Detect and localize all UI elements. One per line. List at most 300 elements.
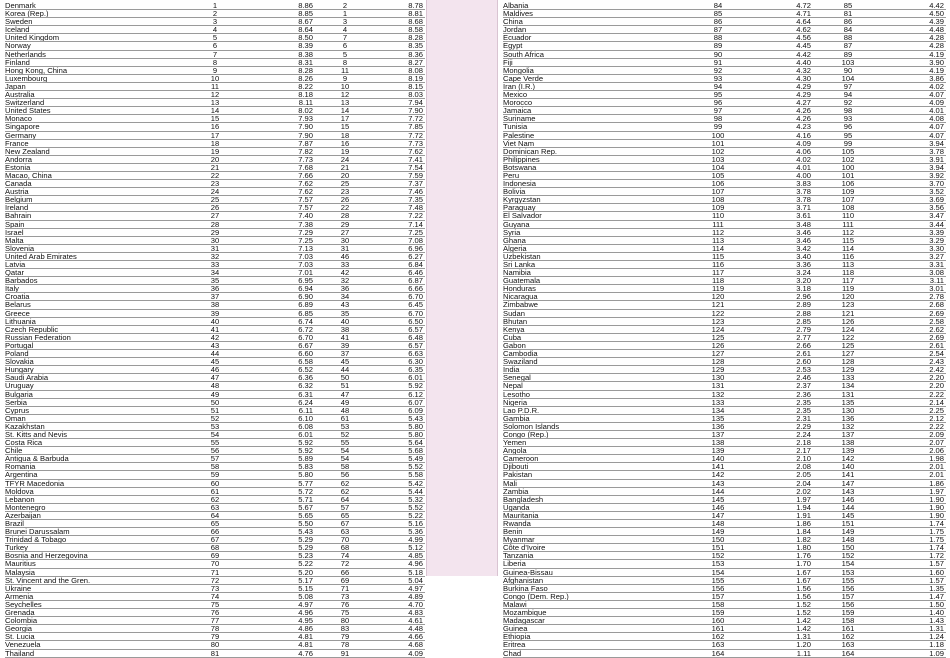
score-current: 2.35	[796, 405, 811, 415]
rank-previous: 70	[340, 535, 350, 545]
rank-current: 30	[210, 235, 220, 245]
rank-previous: 31	[340, 243, 350, 253]
country-name: Mali	[503, 479, 517, 487]
score-current: 7.25	[298, 235, 313, 245]
score-current: 5.43	[298, 527, 313, 537]
table-row	[503, 180, 946, 188]
country-name: Colombia	[5, 617, 38, 625]
rank-current: 33	[210, 260, 220, 269]
table-row	[5, 609, 425, 617]
rank-current: 25	[210, 195, 220, 205]
rank-current: 55	[210, 438, 220, 448]
score-current: 2.18	[796, 438, 811, 448]
country-name: Paraguay	[503, 204, 536, 212]
country-name: Armenia	[5, 592, 34, 600]
country-name: Ecuador	[503, 34, 532, 42]
score-previous: 5.92	[408, 381, 423, 391]
score-current: 8.28	[298, 65, 313, 75]
country-name: Ethiopia	[503, 633, 531, 641]
score-previous: 3.70	[929, 179, 944, 189]
country-name: Solomon Islands	[503, 422, 560, 430]
rank-current: 72	[210, 575, 220, 585]
score-previous: 7.37	[408, 179, 423, 189]
score-current: 2.79	[796, 324, 811, 334]
rank-current: 22	[210, 170, 220, 180]
score-current: 5.65	[298, 510, 313, 520]
score-current: 5.29	[298, 535, 313, 545]
table-row	[5, 585, 425, 593]
score-current: 2.31	[796, 413, 811, 423]
rank-previous: 79	[340, 632, 350, 642]
rank-current: 51	[210, 405, 220, 415]
country-name: China	[503, 18, 523, 26]
rank-current: 94	[713, 81, 723, 91]
country-name: Kyrgyzstan	[503, 196, 541, 204]
score-previous: 6.84	[408, 260, 423, 269]
country-name: Seychelles	[5, 600, 42, 609]
score-current: 6.95	[298, 276, 313, 286]
rank-previous: 139	[841, 446, 855, 456]
rank-current: 20	[210, 154, 220, 164]
score-current: 2.02	[796, 486, 811, 496]
country-name: Brunei Darussalam	[5, 528, 70, 536]
rank-previous: 164	[841, 648, 855, 658]
score-current: 3.71	[796, 203, 811, 213]
country-name: Yemen	[503, 439, 527, 447]
country-name: Bolivia	[503, 188, 526, 196]
rank-current: 116	[711, 260, 725, 269]
rank-previous: 28	[340, 211, 350, 221]
rank-previous: 38	[340, 324, 350, 334]
table-row	[503, 399, 946, 407]
score-current: 1.97	[796, 494, 811, 504]
country-name: Spain	[5, 220, 25, 228]
rank-current: 66	[210, 527, 220, 537]
rank-current: 76	[210, 608, 220, 618]
country-name: Cape Verde	[503, 74, 544, 82]
country-name: Iceland	[5, 26, 30, 34]
rank-current: 161	[711, 624, 725, 634]
rank-current: 74	[210, 591, 220, 601]
country-name: Latvia	[5, 261, 26, 269]
country-name: Lesotho	[503, 390, 531, 398]
country-name: Switzerland	[5, 99, 45, 107]
table-row	[503, 544, 946, 552]
table-row	[503, 342, 946, 350]
table-row	[503, 431, 946, 439]
rank-current: 49	[210, 389, 220, 399]
score-current: 4.16	[796, 130, 811, 140]
country-name: Austria	[5, 188, 29, 196]
rank-current: 69	[210, 551, 220, 561]
rank-previous: 151	[841, 519, 855, 528]
rank-previous: 62	[340, 486, 350, 496]
score-previous: 8.81	[408, 9, 423, 19]
score-previous: 2.14	[929, 397, 944, 407]
rank-current: 89	[713, 41, 723, 51]
rank-previous: 53	[340, 421, 350, 431]
score-previous: 7.22	[408, 211, 423, 221]
score-previous: 5.42	[408, 478, 423, 488]
score-previous: 6.63	[408, 349, 423, 359]
score-previous: 7.94	[408, 98, 423, 108]
country-name: Tunisia	[503, 123, 528, 131]
rank-current: 38	[210, 300, 220, 310]
rank-current: 13	[210, 98, 220, 108]
score-previous: 7.85	[408, 122, 423, 132]
rank-current: 65	[210, 519, 220, 528]
country-name: Netherlands	[5, 50, 46, 58]
score-current: 3.83	[796, 179, 811, 189]
score-previous: 5.64	[408, 438, 423, 448]
rank-current: 95	[713, 90, 723, 100]
rank-previous: 74	[340, 551, 350, 561]
score-previous: 6.66	[408, 284, 423, 294]
score-current: 2.24	[796, 429, 811, 439]
score-previous: 6.30	[408, 357, 423, 367]
score-previous: 3.94	[929, 138, 944, 148]
rank-current: 8	[212, 57, 218, 67]
score-current: 5.92	[298, 446, 313, 456]
rank-previous: 65	[340, 510, 350, 520]
rank-current: 151	[711, 543, 725, 553]
rank-previous: 51	[340, 381, 350, 391]
score-current: 5.83	[298, 462, 313, 472]
rank-previous: 49	[340, 397, 350, 407]
table-row	[5, 617, 425, 625]
rank-current: 104	[711, 162, 725, 172]
country-name: Andorra	[5, 155, 33, 163]
rank-current: 111	[712, 219, 724, 229]
country-name: Bulgaria	[5, 390, 33, 398]
rank-current: 114	[711, 243, 725, 253]
rank-previous: 32	[340, 276, 350, 286]
table-row	[503, 633, 946, 641]
score-current: 3.78	[796, 187, 811, 197]
rank-previous: 110	[841, 211, 855, 221]
country-name: Oman	[5, 414, 26, 422]
table-row	[503, 374, 946, 382]
table-row	[503, 18, 946, 26]
table-row	[5, 601, 425, 609]
rank-current: 127	[711, 349, 725, 359]
rank-current: 143	[711, 478, 725, 488]
country-name: Ghana	[503, 236, 526, 244]
score-current: 1.52	[796, 608, 811, 618]
rank-previous: 62	[340, 478, 350, 488]
score-previous: 1.72	[929, 551, 944, 561]
score-previous: 3.11	[929, 276, 944, 286]
score-previous: 6.57	[408, 324, 423, 334]
score-current: 2.37	[796, 381, 811, 391]
rank-current: 162	[711, 632, 725, 642]
country-name: Russian Federation	[5, 333, 71, 341]
score-current: 1.76	[796, 551, 811, 561]
rank-current: 62	[210, 494, 220, 504]
rank-current: 11	[211, 81, 219, 91]
score-previous: 1.31	[929, 624, 944, 634]
score-previous: 3.39	[929, 227, 944, 237]
score-current: 1.31	[796, 632, 811, 642]
score-current: 1.11	[796, 648, 811, 658]
score-current: 6.74	[298, 316, 313, 326]
score-previous: 4.48	[929, 25, 944, 35]
rank-previous: 5	[342, 49, 348, 59]
rank-previous: 116	[841, 251, 855, 261]
rank-previous: 154	[841, 559, 855, 569]
country-name: Myanmar	[503, 536, 535, 544]
country-name: Cameroon	[503, 455, 539, 463]
score-previous: 5.43	[408, 413, 423, 423]
score-previous: 4.97	[408, 583, 423, 593]
score-current: 4.30	[796, 73, 811, 83]
score-previous: 2.07	[929, 438, 944, 448]
table-row	[503, 366, 946, 374]
country-name: Sri Lanka	[503, 261, 536, 269]
country-name: Nicaragua	[503, 293, 538, 301]
score-previous: 7.73	[408, 138, 423, 148]
country-name: Saudi Arabia	[5, 374, 49, 382]
rank-current: 75	[210, 599, 220, 609]
score-previous: 7.59	[408, 170, 423, 180]
rank-current: 46	[210, 365, 220, 375]
score-previous: 8.78	[408, 2, 423, 10]
rank-current: 79	[210, 632, 220, 642]
score-previous: 2.68	[929, 300, 944, 310]
score-previous: 8.03	[408, 90, 423, 100]
rank-previous: 140	[841, 462, 855, 472]
score-previous: 5.22	[408, 510, 423, 520]
rank-previous: 162	[841, 632, 855, 642]
rank-current: 135	[711, 413, 725, 423]
score-current: 8.26	[298, 73, 313, 83]
table-row	[503, 229, 946, 237]
score-previous: 5.12	[408, 543, 423, 553]
table-row	[503, 569, 946, 577]
rank-previous: 94	[843, 90, 853, 100]
country-name: Monaco	[5, 115, 33, 123]
score-current: 7.40	[298, 211, 313, 221]
score-previous: 2.69	[929, 308, 944, 318]
table-row	[503, 269, 946, 277]
country-name: Mozambique	[503, 609, 547, 617]
rank-previous: 66	[340, 567, 350, 577]
table-row	[503, 253, 946, 261]
rank-previous: 22	[340, 203, 350, 213]
table-row	[503, 407, 946, 415]
table-row	[503, 471, 946, 479]
score-previous: 4.50	[929, 9, 944, 19]
score-previous: 3.90	[929, 57, 944, 67]
country-name: Moldova	[5, 487, 34, 495]
rank-current: 98	[713, 114, 723, 124]
rank-previous: 17	[340, 114, 350, 124]
country-name: Korea (Rep.)	[5, 10, 49, 18]
rank-current: 133	[711, 397, 725, 407]
rank-current: 99	[713, 122, 723, 132]
score-current: 4.23	[796, 122, 811, 132]
score-current: 5.89	[298, 454, 313, 464]
score-current: 4.96	[298, 608, 313, 618]
table-row	[503, 99, 946, 107]
score-previous: 4.68	[408, 640, 423, 650]
country-name: South Africa	[503, 50, 544, 58]
country-name: Malaysia	[5, 568, 35, 576]
rank-current: 139	[711, 446, 725, 456]
rank-previous: 58	[340, 462, 350, 472]
rank-current: 24	[210, 187, 220, 197]
score-previous: 6.12	[408, 389, 423, 399]
score-previous: 4.01	[929, 106, 944, 116]
rank-previous: 96	[843, 122, 853, 132]
score-current: 7.62	[298, 187, 313, 197]
country-name: St. Kitts and Nevis	[5, 430, 68, 439]
rank-current: 115	[711, 251, 725, 261]
score-previous: 1.90	[929, 510, 944, 520]
rank-previous: 44	[340, 365, 350, 375]
table-row	[503, 221, 946, 229]
score-previous: 6.09	[408, 405, 423, 415]
table-row	[503, 148, 946, 156]
country-name: Germany	[5, 131, 37, 139]
score-current: 6.01	[298, 429, 313, 439]
rank-previous: 29	[340, 219, 350, 229]
rank-previous: 15	[340, 122, 350, 132]
country-name: Albania	[503, 2, 529, 10]
rank-previous: 113	[841, 260, 855, 269]
rank-previous: 105	[841, 146, 855, 156]
rank-current: 12	[210, 90, 220, 100]
score-current: 4.32	[796, 65, 811, 75]
country-name: France	[5, 139, 29, 147]
score-previous: 2.20	[929, 381, 944, 391]
country-name: Namibia	[503, 269, 531, 277]
rank-previous: 85	[843, 2, 853, 10]
score-current: 5.17	[298, 575, 313, 585]
score-previous: 1.24	[929, 632, 944, 642]
rank-current: 14	[210, 106, 220, 116]
country-name: Syria	[503, 228, 521, 236]
rank-current: 78	[210, 624, 220, 634]
score-current: 7.29	[298, 227, 313, 237]
score-current: 7.57	[298, 203, 313, 213]
rank-current: 64	[210, 510, 220, 520]
table-row	[503, 212, 946, 220]
score-previous: 4.39	[929, 17, 944, 27]
score-current: 6.32	[298, 381, 313, 391]
rank-previous: 93	[843, 114, 853, 124]
score-previous: 5.18	[408, 567, 423, 577]
rank-current: 48	[210, 381, 220, 391]
rank-previous: 57	[340, 502, 350, 512]
rank-previous: 161	[841, 624, 855, 634]
score-previous: 5.52	[408, 502, 423, 512]
country-name: Hungary	[5, 366, 34, 374]
rank-current: 134	[711, 405, 725, 415]
rank-previous: 125	[841, 340, 855, 350]
score-previous: 2.22	[929, 389, 944, 399]
score-current: 6.11	[298, 405, 313, 415]
rank-current: 159	[711, 608, 725, 618]
rank-previous: 54	[340, 454, 350, 464]
score-current: 3.40	[796, 251, 811, 261]
score-current: 6.36	[298, 373, 313, 383]
score-current: 3.36	[796, 260, 811, 269]
country-name: Grenada	[5, 609, 35, 617]
score-current: 1.70	[796, 559, 811, 569]
ranking-table-left	[5, 2, 425, 658]
score-current: 6.52	[298, 365, 313, 375]
table-row	[503, 601, 946, 609]
rank-current: 154	[711, 567, 725, 577]
country-name: Lao P.D.R.	[503, 406, 540, 414]
rank-previous: 50	[340, 373, 350, 383]
rank-previous: 10	[340, 81, 350, 91]
rank-previous: 147	[841, 478, 855, 488]
score-previous: 2.78	[929, 292, 944, 302]
score-previous: 8.15	[408, 81, 423, 91]
country-name: Uruguay	[5, 382, 34, 390]
rank-current: 90	[713, 49, 723, 59]
country-name: Bosnia and Herzegovina	[5, 552, 88, 560]
score-previous: 8.28	[408, 33, 423, 43]
country-name: St. Lucia	[5, 633, 35, 641]
country-name: Bahrain	[5, 212, 32, 220]
table-row	[503, 593, 946, 601]
country-name: Madagascar	[503, 617, 545, 625]
score-current: 5.72	[298, 486, 313, 496]
score-current: 3.46	[796, 235, 811, 245]
table-row	[503, 164, 946, 172]
country-name: Belarus	[5, 301, 31, 309]
table-row	[503, 520, 946, 528]
table-row	[503, 350, 946, 358]
table-row	[503, 625, 946, 633]
table-row	[503, 10, 946, 18]
country-name: Rwanda	[503, 520, 531, 528]
country-name: Swaziland	[503, 358, 538, 366]
rank-previous: 26	[340, 195, 350, 205]
score-previous: 1.18	[929, 640, 944, 650]
score-current: 8.02	[298, 106, 313, 116]
rank-previous: 69	[340, 575, 350, 585]
score-previous: 3.78	[929, 146, 944, 156]
score-previous: 7.54	[408, 162, 423, 172]
rank-previous: 75	[340, 608, 350, 618]
score-current: 6.85	[298, 308, 313, 318]
score-current: 6.24	[298, 397, 313, 407]
country-name: Singapore	[5, 123, 40, 131]
country-name: Congo (Rep.)	[503, 430, 549, 439]
score-previous: 2.69	[929, 332, 944, 342]
table-row	[503, 650, 946, 658]
rank-current: 149	[711, 527, 725, 537]
table-row	[503, 463, 946, 471]
score-current: 5.15	[298, 583, 313, 593]
score-previous: 5.58	[408, 470, 423, 480]
table-row	[503, 172, 946, 180]
score-previous: 1.86	[929, 478, 944, 488]
score-current: 8.18	[298, 90, 313, 100]
score-current: 4.64	[796, 17, 811, 27]
rank-previous: 159	[841, 608, 855, 618]
rank-previous: 134	[841, 381, 855, 391]
country-name: Cuba	[503, 333, 522, 341]
score-previous: 4.09	[929, 98, 944, 108]
country-name: Tanzania	[503, 552, 534, 560]
column-divider	[426, 0, 498, 576]
score-previous: 2.43	[929, 357, 944, 367]
